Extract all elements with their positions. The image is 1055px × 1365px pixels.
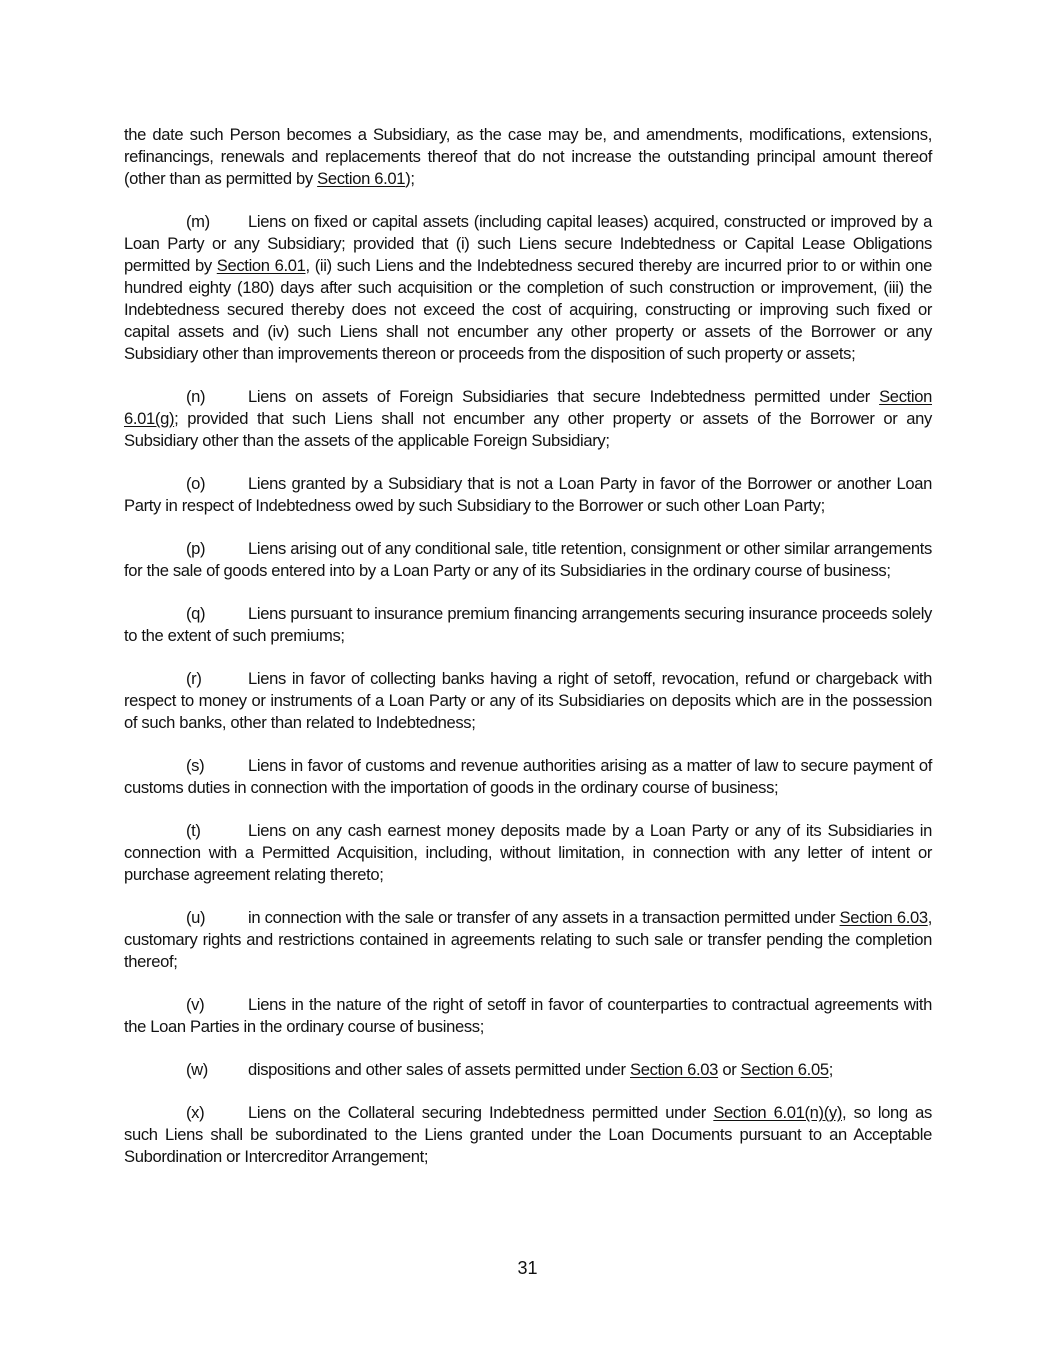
clause-x: (x) Liens on the Collateral securing Indebtedness permitted under Section 6.01(n)(y), so long as such Liens shall be subordinated to the Liens granted under the Loan Documents pursuant to an Acceptable Subordination or Intercreditor Arrangement; — [124, 1103, 933, 1166]
clause-label: (v) — [186, 995, 205, 1014]
clause-t: (t) Liens on any cash earnest money deposits made by a Loan Party or any of its Subsidiaries in connection with a Permitted Acquisition, including, without limitation, in connection with any letter of intent or purchase agreement relating thereto; — [124, 821, 932, 884]
clause-m: (m) Liens on fixed or capital assets (including capital leases) acquired, constructed or improved by a Loan Party or any Subsidiary; provided that (i) such Liens secure Indebtedness or Capital Lease Obligations permitted by Section 6.01, (ii) such Liens and the Indebtedness secured thereby are incurred prior to or within one hundred eighty (180) days after such acquisition or the completion of such construction or improvement, (iii) the Indebtedness secured thereby does not exceed the cost of acquiring, constructing or improving such fixed or capital assets and (iv) such Liens shall not encumber any other property or assets of the Borrower or any Subsidiary other than improvements thereon or proceeds from the disposition of such property or assets; — [124, 212, 932, 363]
document-page — [124, 124, 932, 1189]
section-reference: Section 6.01 — [317, 169, 406, 188]
clause-u: (u) in connection with the sale or transfer of any assets in a transaction permitted under Section 6.03, customary rights and restrictions contained in agreements relating to such sale or transfer pending the completion thereof; — [124, 908, 932, 971]
clause-label: (p) — [186, 539, 206, 558]
section-reference: Section 6.01 — [216, 256, 306, 275]
clause-label: (x) — [186, 1103, 205, 1122]
section-reference: Section 6.01(n)(y) — [713, 1103, 843, 1122]
clause-label: (o) — [186, 474, 206, 493]
clause-label: (u) — [186, 908, 206, 927]
clause-v: (v) Liens in the nature of the right of setoff in favor of counterparties to contractual agreements with the Loan Parties in the ordinary course of business; — [124, 995, 932, 1036]
clause-label: (r) — [186, 669, 202, 688]
clause-label: (t) — [186, 821, 201, 840]
clause-s: (s) Liens in favor of customs and revenue authorities arising as a matter of law to secure payment of customs duties in connection with the importation of goods in the ordinary course of business; — [124, 756, 932, 797]
clause-q: (q) Liens pursuant to insurance premium financing arrangements securing insurance proceeds solely to the extent of such premiums; — [124, 604, 932, 645]
clause-label: (n) — [186, 387, 206, 406]
clause-label: (q) — [186, 604, 206, 623]
clause-label: (s) — [186, 756, 205, 775]
clause-label: (m) — [186, 212, 210, 231]
section-reference: Section 6.01(g) — [124, 387, 932, 428]
clause-o: (o) Liens granted by a Subsidiary that is not a Loan Party in favor of the Borrower or another Loan Party in respect of Indebtedness owed by such Subsidiary to the Borrower or such other Loan Party; — [124, 474, 932, 515]
clause-n: (n) Liens on assets of Foreign Subsidiaries that secure Indebtedness permitted under Section 6.01(g); provided that such Liens shall not encumber any other property or assets of the Borrower or any Subsidiary other than the assets of the applicable Foreign Subsidiary; — [124, 387, 932, 450]
clause-w: (w) dispositions and other sales of assets permitted under Section 6.03 or Section 6.05; — [186, 1060, 833, 1079]
clause-label: (w) — [186, 1060, 208, 1079]
page-number: 31 — [517, 1258, 538, 1278]
paragraph-intro: the date such Person becomes a Subsidiary, as the case may be, and amendments, modifications, extensions, refinancings, renewals and replacements thereof that do not increase the outstanding principal amount thereof (other than as permitted by Section 6.01); — [124, 125, 932, 188]
section-reference: Section 6.03 — [839, 908, 928, 927]
section-reference: Section 6.05 — [740, 1060, 829, 1079]
clause-p: (p) Liens arising out of any conditional sale, title retention, consignment or other similar arrangements for the sale of goods entered into by a Loan Party or any of its Subsidiaries in the ordinary course of business; — [124, 539, 932, 580]
clause-r: (r) Liens in favor of collecting banks having a right of setoff, revocation, refund or chargeback with respect to money or instruments of a Loan Party or any of its Subsidiaries on deposits which are in the possession of such banks, other than related to Indebtedness; — [124, 669, 932, 732]
section-reference: Section 6.03 — [630, 1060, 719, 1079]
